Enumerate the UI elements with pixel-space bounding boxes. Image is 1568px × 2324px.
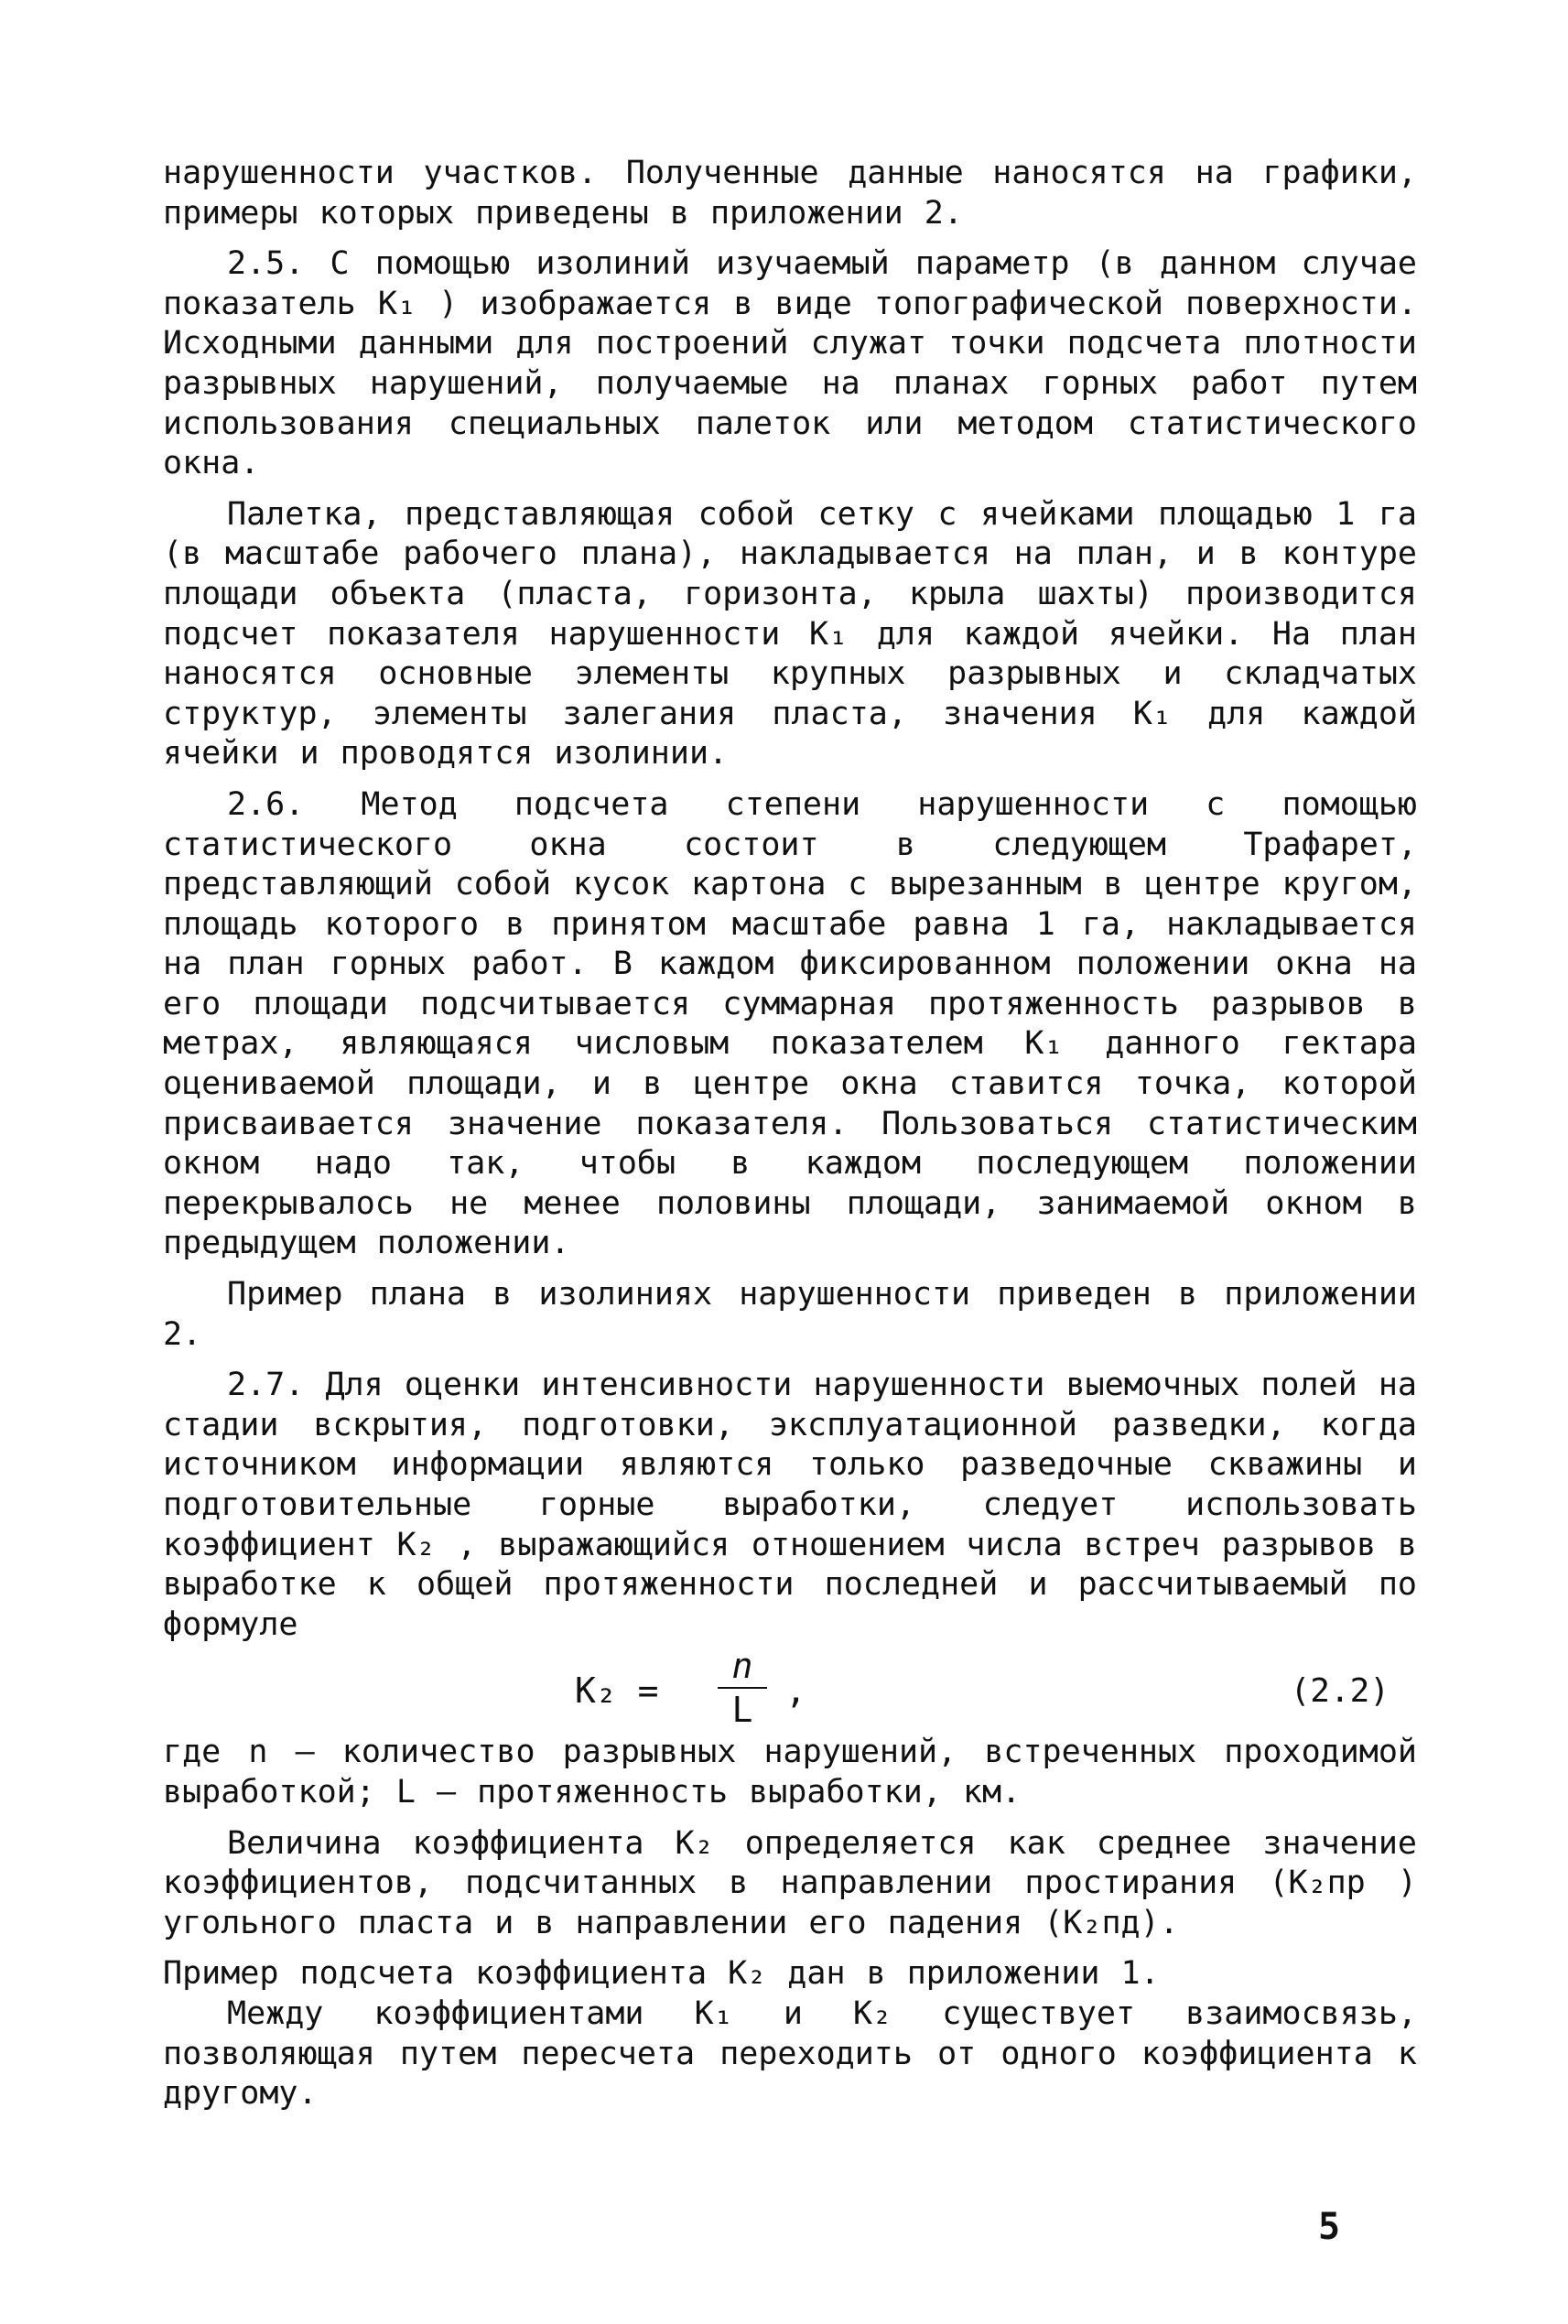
- paragraph-k1-k2-relation: Между коэффициентами К₁ и К₂ существует взаимосвязь, позволяющая путем пересчета переходить от одного коэффициента к другому.: [163, 1994, 1417, 2113]
- paragraph-k2-value: Величина коэффициента К₂ определяется как среднее значение коэффициентов, подсчитанных в направлении простирания (К₂пр ) угольного пласта и в направлении его падения (К₂пд).: [163, 1824, 1417, 1941]
- paragraph-2-5: 2.5. С помощью изолиний изучаемый параметр (в данном случае показатель К₁ ) изображается в виде топографической поверхности. Исходными данными для построений служат точки подсчета плотности разрывных нарушений, получаемые на планах горных работ путем использования специальных палеток или методом статистического окна.: [163, 245, 1417, 482]
- paragraph-2-7: 2.7. Для оценки интенсивности нарушенности выемочных полей на стадии вскрытия, подготовки, эксплуатационной разведки, когда источником информации являются только разведочные скважины и подготовительные горные выработки, следует использовать коэффициент К₂ , выражающийся отношением числа встреч разрывов в выработке к общей протяженности последней и рассчитываемый по формуле: [163, 1367, 1417, 1643]
- formula-lhs: К₂ =: [575, 1670, 659, 1712]
- paragraph-where: где n – количество разрывных нарушений, встреченных проходимой выработкой; L – протяженность выработки, км.: [163, 1734, 1417, 1811]
- paragraph-paletka: Палетка, представляющая собой сетку с ячейками площадью 1 га (в масштабе рабочего плана), накладывается на план, и в контуре площади объекта (пласта, горизонта, крыла шахты) производится подсчет показателя нарушенности К₁ для каждой ячейки. На план наносятся основные элементы крупных разрывных и складчатых структур, элементы залегания пласта, значения К₁ для каждой ячейки и проводятся изолинии.: [163, 495, 1417, 773]
- paragraph-intro: нарушенности участков. Полученные данные наносятся на графики, примеры которых приведены в приложении 2.: [163, 155, 1417, 232]
- page-number: 5: [1318, 2206, 1341, 2248]
- body-text: [163, 154, 1417, 2114]
- equation-number: (2.2): [1290, 1672, 1390, 1711]
- formula-fraction: [714, 1647, 771, 1729]
- formula-denominator: L: [731, 1690, 753, 1731]
- paragraph-2-6: 2.6. Метод подсчета степени нарушенности с помощью статистического окна состоит в следующем Трафарет, представляющий собой кусок картона с вырезанным в центре кругом, площадь которого в принятом масштабе равна 1 га, накладывается на план горных работ. В каждом фиксированном положении окна на его площади подсчитывается суммарная протяженность разрывов в метрах, являющаяся числовым показателем К₁ данного гектара оцениваемой площади, и в центре окна ставится точка, которой присваивается значение показателя. Пользоваться статистическим окном надо так, чтобы в каждом последующем положении перекрывалось не менее половины площади, занимаемой окном в предыдущем положении.: [163, 785, 1417, 1262]
- formula-comma: ,: [785, 1670, 806, 1712]
- fraction-bar: [718, 1687, 767, 1689]
- paragraph-k2-example: Пример подсчета коэффициента К₂ дан в приложении 1.: [163, 1955, 1160, 1993]
- paragraph-plan-example: Пример плана в изолиниях нарушенности приведен в приложении 2.: [163, 1276, 1417, 1353]
- formula-numerator: n: [731, 1646, 753, 1687]
- formula-2-2: [163, 1645, 1417, 1733]
